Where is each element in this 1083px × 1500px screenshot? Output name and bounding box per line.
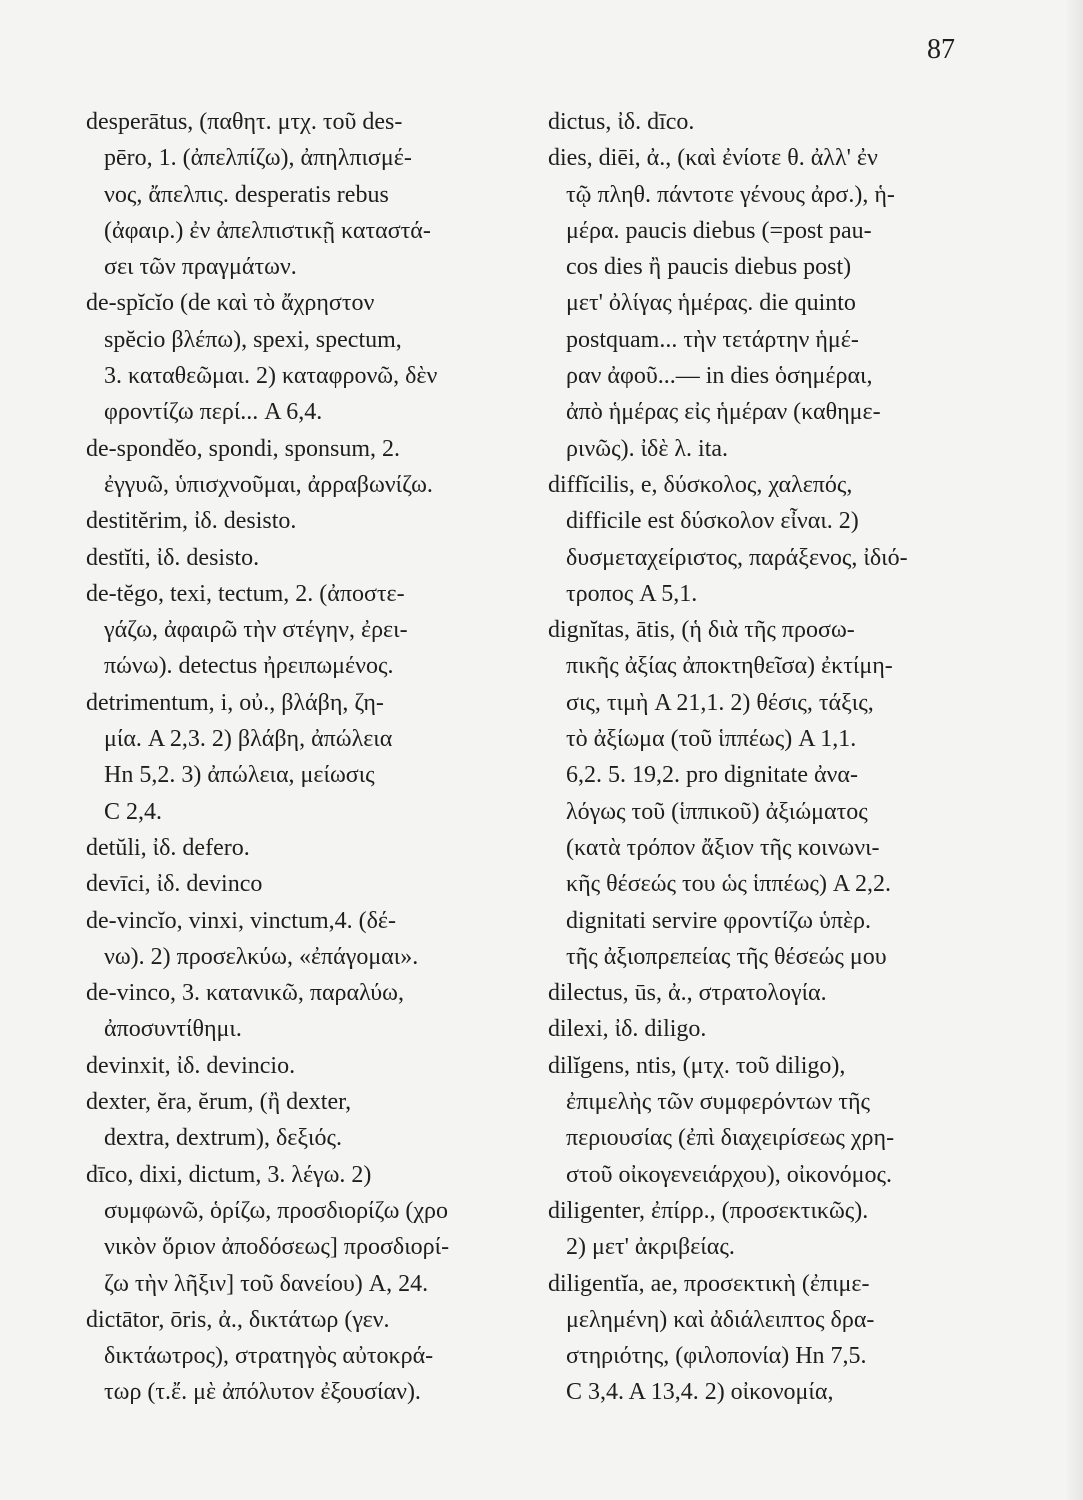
text-line: cos dies ἢ paucis diebus post) (566, 254, 852, 281)
text-line: τωρ (τ.ἔ. μὲ ἀπόλυτον ἐξουσίαν). (104, 1379, 421, 1406)
text-line: dīco, dixi, dictum, 3. λέγω. 2) (86, 1161, 372, 1188)
text-line: difficile est δύσκολον εἶναι. 2) (566, 508, 859, 535)
text-line: στηριότης, (φιλοπονία) Hn 7,5. (566, 1343, 867, 1370)
text-line: de-tĕgo, texi, tectum, 2. (ἀποστε- (86, 580, 405, 607)
text-line: ραν ἀφοῦ...— in dies ὁσημέραι, (566, 363, 873, 390)
text-line: Hn 5,2. 3) ἀπώλεια, μείωσις (104, 762, 375, 789)
text-line: dies, diēi, ἀ., (καὶ ἐνίοτε θ. ἀλλ' ἐν (548, 145, 878, 172)
text-line: πικῆς ἀξίας ἀποκτηθεῖσα) ἐκτίμη- (566, 653, 893, 680)
text-line: detrimentum, i, οὐ., βλάβη, ζη- (86, 689, 384, 716)
text-line: dictus, ἰδ. dīco. (548, 109, 695, 135)
text-line: μέρα. paucis diebus (=post pau- (566, 217, 872, 244)
text-line: δυσμεταχείριστος, παράξενος, ἰδιό- (566, 544, 908, 571)
text-line: diffĭcilis, e, δύσκολος, χαλεπός, (548, 471, 853, 498)
text-line: destĭti, ἰδ. desisto. (86, 544, 260, 571)
text-line: de-spondĕo, spondi, sponsum, 2. (86, 435, 400, 462)
text-line: diligenter, ἐπίρρ., (προσεκτικῶς). (548, 1197, 869, 1224)
text-line: κῆς θέσεώς του ὡς ἱππέως) A 2,2. (566, 871, 891, 898)
text-line: ἐπιμελὴς τῶν συμφερόντων τῆς (566, 1089, 871, 1116)
text-line: dictātor, ōris, ἀ., δικτάτωρ (γεν. (86, 1306, 390, 1333)
text-line: νος, ἄπελπις. desperatis rebus (104, 181, 389, 208)
text-line: dilĭgens, ntis, (μτχ. τοῦ diligo), (548, 1052, 846, 1079)
text-line: 2) μετ' ἀκριβείας. (566, 1234, 735, 1261)
text-line: 3. καταθεῶμαι. 2) καταφρονῶ, δὲν (104, 363, 438, 390)
text-line: (κατὰ τρόπον ἄξιον τῆς κοινωνι- (566, 834, 880, 861)
text-line: dignitati servire φροντίζω ὑπὲρ. (566, 907, 871, 934)
text-line: desperātus, (παθητ. μτχ. τοῦ des- (86, 109, 403, 135)
text-line: postquam... τὴν τετάρτην ἡμέ- (566, 326, 859, 353)
text-line: dilectus, ūs, ἀ., στρατολογία. (548, 980, 827, 1007)
text-line: ρινῶς). ἰδὲ λ. ita. (566, 435, 729, 462)
text-line: 6,2. 5. 19,2. pro dignitate ἀνα- (566, 762, 858, 789)
text-line: νω). 2) προσελκύω, «ἐπάγομαι». (104, 943, 419, 970)
text-line: τῆς ἀξιοπρεπείας τῆς θέσεώς μου (566, 943, 887, 970)
text-line: dexter, ĕra, ĕrum, (ἢ dexter, (86, 1089, 352, 1116)
text-line: (ἀφαιρ.) ἐν ἀπελπιστικῇ καταστά- (104, 217, 431, 244)
text-line: devinxit, ἰδ. devincio. (86, 1052, 296, 1079)
text-line: C 3,4. A 13,4. 2) οἰκονομία, (566, 1379, 834, 1406)
text-line: detŭli, ἰδ. defero. (86, 834, 250, 861)
text-line: devīci, ἰδ. devinco (86, 871, 263, 898)
text-line: τροπος A 5,1. (566, 580, 698, 607)
text-line: ζω τὴν λῆξιν] τοῦ δανείου) A, 24. (104, 1270, 429, 1297)
text-line: σις, τιμὴ A 21,1. 2) θέσις, τάξις, (566, 689, 874, 716)
page-number: 87 (927, 34, 955, 65)
text-line: στοῦ οἰκογενειάρχου), οἰκονόμος. (566, 1161, 892, 1188)
text-line: diligentĭa, ae, προσεκτικὴ (ἐπιμε- (548, 1270, 870, 1297)
text-line: πώνω). detectus ἠρειπωμένος. (104, 653, 394, 680)
text-line: de-vincĭo, vinxi, vinctum,4. (δέ- (86, 907, 396, 934)
text-line: νικὸν ὅριον ἀποδόσεως] προσδιορί- (104, 1234, 450, 1261)
right-column (548, 104, 972, 1411)
text-line: dilexi, ἰδ. diligo. (548, 1016, 707, 1043)
text-line: ἀποσυντίθημι. (104, 1016, 242, 1043)
text-line: συμφωνῶ, ὁρίζω, προσδιορίζω (χρο (104, 1197, 449, 1224)
page-edge (1065, 0, 1083, 1500)
text-line: δικτάωτρος), στρατηγὸς αὐτοκρά- (104, 1343, 434, 1370)
text-line: de-vinco, 3. κατανικῶ, παραλύω, (86, 980, 404, 1007)
text-line: pēro, 1. (ἀπελπίζω), ἀπηλπισμέ- (104, 145, 412, 172)
text-line: μελημένη) καὶ ἀδιάλειπτος δρα- (566, 1306, 875, 1333)
text-line: dextra, dextrum), δεξιός. (104, 1125, 342, 1152)
text-line: μία. A 2,3. 2) βλάβη, ἀπώλεια (104, 726, 393, 753)
text-line: ἀπὸ ἡμέρας εἰς ἡμέραν (καθημε- (566, 399, 881, 426)
text-line: τὸ ἀξίωμα (τοῦ ἱππέως) A 1,1. (566, 726, 857, 753)
text-line: μετ' ὀλίγας ἡμέρας. die quinto (566, 290, 856, 317)
text-line: dignĭtas, ātis, (ἡ διὰ τῆς προσω- (548, 617, 855, 644)
left-column (86, 104, 516, 1411)
text-line: ἐγγυῶ, ὑπισχνοῦμαι, ἀρραβωνίζω. (104, 471, 433, 498)
text-line: περιουσίας (ἐπὶ διαχειρίσεως χρη- (566, 1125, 895, 1152)
text-line: spĕcio βλέπω), spexi, spectum, (104, 326, 402, 353)
text-line: τῷ πληθ. πάντοτε γένους ἀρσ.), ἡ- (566, 181, 895, 208)
text-line: σει τῶν πραγμάτων. (104, 254, 297, 281)
text-line: de-spĭcĭo (de καὶ τὸ ἄχρηστον (86, 290, 375, 317)
text-line: C 2,4. (104, 798, 163, 825)
text-line: destitĕrim, ἰδ. desisto. (86, 508, 297, 535)
text-line: λόγως τοῦ (ἱππικοῦ) ἀξιώματος (566, 798, 868, 825)
text-line: γάζω, ἀφαιρῶ τὴν στέγην, ἐρει- (104, 617, 408, 644)
text-line: φροντίζω περί... A 6,4. (104, 399, 323, 426)
